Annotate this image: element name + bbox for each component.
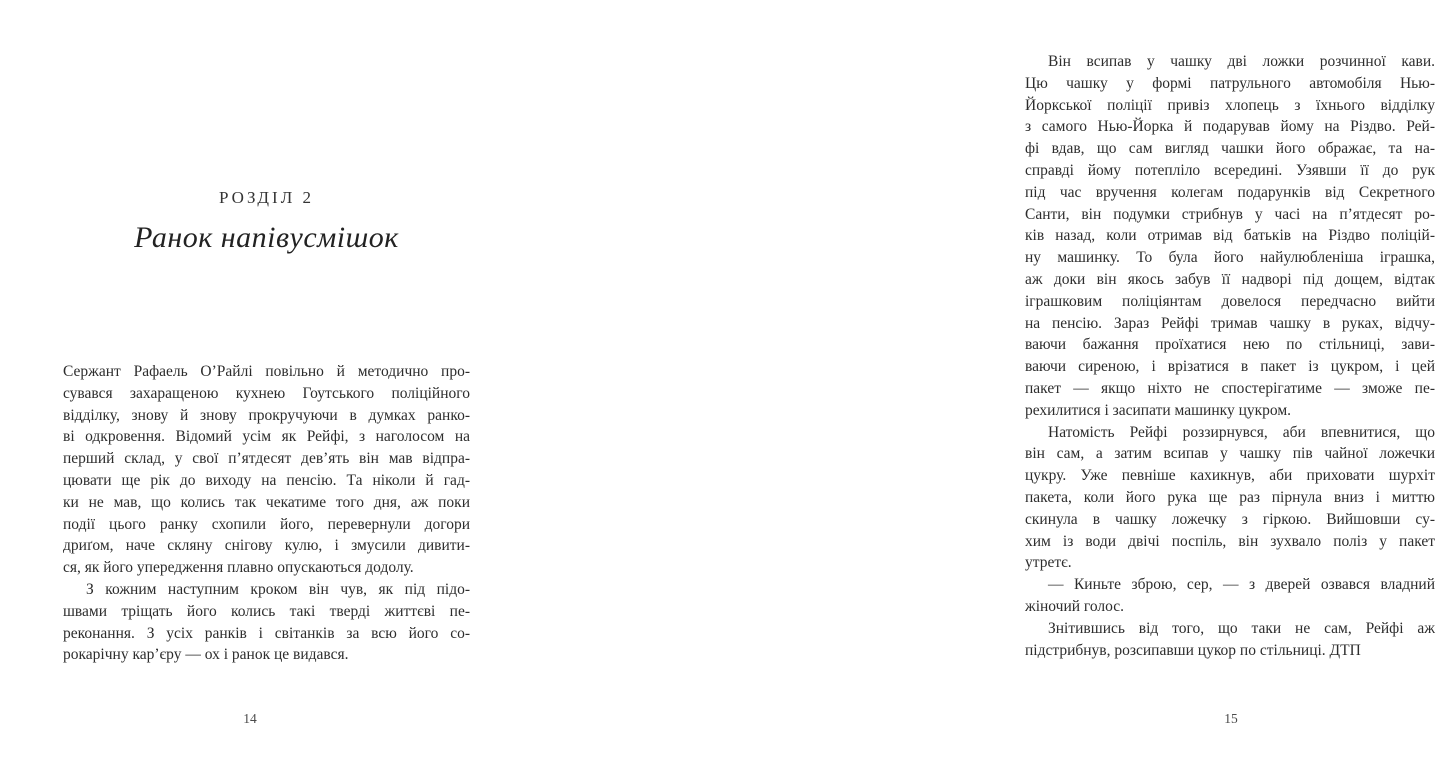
- text-line: Натомість Рейфі роззирнувся, аби впевнитися, що: [1048, 423, 1435, 441]
- text-line: рокарічну кар’єру — ох і ранок це видався.: [63, 646, 349, 664]
- text-line: на пенсію. Зараз Рейфі тримав чашку в руках, відчу-: [1025, 314, 1435, 332]
- text-line: під час вручення колегам подарунків від Секретного: [1025, 183, 1435, 201]
- paragraph: [63, 361, 470, 579]
- chapter-label: РОЗДІЛ 2: [219, 188, 314, 207]
- text-line: ків назад, коли отримав від батьків на Різдво поліцій-: [1025, 227, 1435, 245]
- chapter-title: Ранок напівусмішок: [134, 221, 399, 254]
- text-line: цукру. Уже певніше кахикнув, аби приховати шурхіт: [1025, 467, 1435, 485]
- text-line: дриґом, наче скляну снігову кулю, і змусили дивити-: [63, 537, 470, 555]
- text-line: фі вдав, що сам вигляд чашки його ображає, та на-: [1025, 140, 1435, 158]
- text-line: ки не мав, що колись так чекатиме того дня, аж поки: [63, 493, 470, 511]
- text-line: ві одкровення. Відомий усім як Рейфі, з наголосом на: [63, 428, 470, 446]
- text-line: події цього ранку схопили його, перевернули догори: [63, 515, 470, 533]
- paragraph: [1025, 422, 1435, 575]
- text-line: відділку, знову й знову прокручуючи в думках ранко-: [63, 406, 470, 424]
- text-line: ваючи бажання проїхатися нею по стільниці, зави-: [1025, 336, 1435, 354]
- text-line: Знітившись від того, що таки не сам, Рейфі аж: [1048, 619, 1435, 637]
- text-line: з самого Нью-Йорка й подарував йому на Різдво. Рей-: [1025, 118, 1435, 136]
- text-line: рехилитися і засипати машинку цукром.: [1025, 401, 1292, 419]
- text-line: аж доки він якось забув її надворі під дощем, відтак: [1025, 270, 1435, 288]
- text-line: пакет — якщо ніхто не спостерігатиме — зможе пе-: [1025, 379, 1435, 397]
- text-line: перший склад, у свої п’ятдесят дев’ять він мав відпра-: [63, 450, 470, 468]
- text-line: Сержант Рафаель О’Райлі повільно й методично про-: [63, 363, 470, 380]
- text-line: утретє.: [1025, 554, 1072, 572]
- page-number-left: 14: [243, 711, 257, 726]
- text-line: справді йому потепліло всередині. Узявши її до рук: [1025, 161, 1435, 179]
- text-line: скинула в чашку ложечку з гіркою. Вийшовши су-: [1025, 510, 1435, 528]
- text-line: хим із води двічі поспіль, він зухвало поліз у пакет: [1025, 532, 1435, 550]
- chapter-heading: [63, 188, 470, 255]
- paragraph: [1025, 618, 1435, 662]
- page-left: [0, 0, 495, 762]
- paragraph: [1025, 51, 1435, 422]
- right-page-text: [1025, 51, 1435, 661]
- page-number-right: 15: [1224, 711, 1238, 726]
- text-line: ся, як його упередження плавно опускаються додолу.: [63, 559, 414, 577]
- text-line: він сам, а затим всипав у чашку пів чайної ложечки: [1025, 445, 1435, 463]
- text-line: Санти, він подумки стрибнув у часі на п’ятдесят ро-: [1025, 205, 1435, 223]
- text-line: ваючи сиреною, і врізатися в пакет із цукром, і цей: [1025, 358, 1435, 376]
- text-line: Йоркської поліції привіз хлопець з їхнього відділку: [1025, 96, 1435, 114]
- text-line: підстрибнув, розсипавши цукор по стільниці. ДТП: [1025, 641, 1361, 659]
- paragraph: [63, 579, 470, 666]
- text-line: пакета, коли його рука ще раз пірнула вниз і миттю: [1025, 488, 1435, 506]
- text-line: реконання. З усіх ранків і світанків за всю його со-: [63, 624, 470, 642]
- text-line: швами тріщать його колись такі тверді життєві пе-: [63, 602, 470, 620]
- text-line: Він всипав у чашку дві ложки розчинної кави.: [1048, 53, 1435, 70]
- text-line: — Киньте зброю, сер, — з дверей озвався владний: [1048, 576, 1435, 594]
- text-line: З кожним наступним кроком він чув, як під підо-: [86, 580, 470, 598]
- text-line: сувався захаращеною кухнею Гоутського поліційного: [63, 384, 470, 402]
- text-line: іграшковим поліціянтам довелося передчасно вийти: [1025, 292, 1435, 310]
- text-line: ну машинку. То була його найулюбленіша іграшка,: [1025, 249, 1435, 267]
- paragraph: [1025, 574, 1435, 618]
- page-right: [495, 0, 1435, 762]
- text-line: жіночий голос.: [1025, 597, 1125, 615]
- text-line: цювати ще рік до виходу на пенсію. Та ніколи й гад-: [63, 471, 470, 489]
- left-page-text: [63, 361, 470, 666]
- text-line: Цю чашку у формі патрульного автомобіля Нью-: [1025, 74, 1435, 92]
